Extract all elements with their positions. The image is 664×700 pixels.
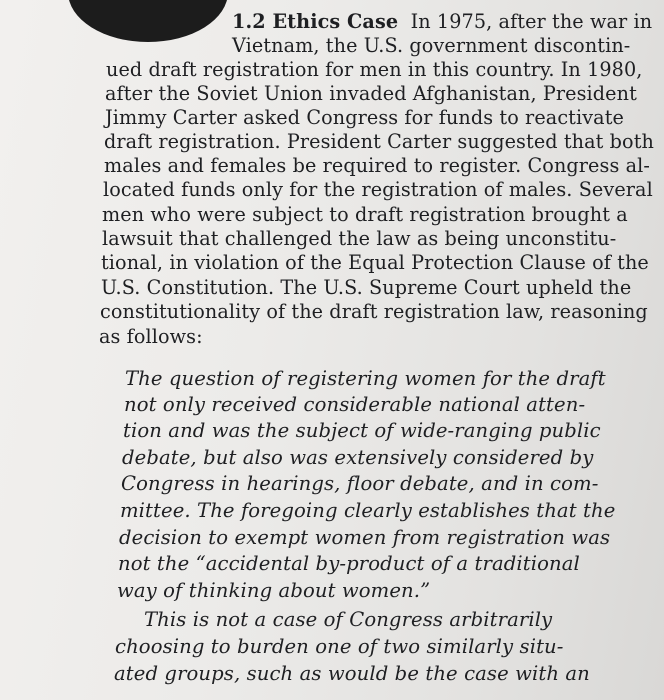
- intro-line-14: as follows:: [99, 325, 203, 348]
- quote-line-5: Congress in hearings, floor debate, and in com-: [121, 472, 599, 495]
- quote-line-7: decision to exempt women from registration was: [119, 526, 611, 549]
- case-label: 1.2 Ethics Case: [232, 10, 399, 33]
- intro-line-9: men who were subject to draft registration brought a: [102, 203, 628, 226]
- quote-line-12: ated groups, such as would be the case with an: [114, 662, 590, 685]
- quote-line-2: not only received considerable national atten-: [124, 393, 586, 416]
- intro-line-5: Jimmy Carter asked Congress for funds to reactivate: [105, 106, 624, 129]
- intro-line-3: ued draft registration for men in this country. In 1980,: [106, 58, 643, 81]
- intro-line-12: U.S. Constitution. The U.S. Supreme Court upheld the: [101, 276, 632, 299]
- quote-line-6: mittee. The foregoing clearly establishes that the: [120, 499, 616, 522]
- intro-line-1: 1.2 Ethics Case In 1975, after the war in: [232, 10, 653, 33]
- quote-line-8: not the “accidental by-product of a traditional: [118, 552, 580, 575]
- quote-line-10: This is not a case of Congress arbitrarily: [144, 608, 553, 631]
- quote-line-3: tion and was the subject of wide-ranging public: [123, 419, 601, 442]
- intro-line-13: constitutionality of the draft registration law, reasoning: [100, 300, 648, 323]
- quote-line-9: way of thinking about women.”: [117, 579, 431, 602]
- intro-line-2: Vietnam, the U.S. government discontin-: [232, 34, 631, 57]
- intro-line-7: males and females be required to register. Congress al-: [104, 154, 650, 177]
- intro-line-8: located funds only for the registration of males. Several: [103, 178, 653, 201]
- quote-line-11: choosing to burden one of two similarly situ-: [115, 635, 564, 658]
- intro-line-6: draft registration. President Carter suggested that both: [104, 130, 654, 153]
- quote-line-4: debate, but also was extensively considered by: [122, 446, 594, 469]
- intro-line-11: tional, in violation of the Equal Protection Clause of the: [101, 251, 649, 274]
- intro-line-10: lawsuit that challenged the law as being unconstitu-: [102, 227, 617, 250]
- quote-line-1: The question of registering women for the draft: [125, 367, 606, 390]
- intro-line-4: after the Soviet Union invaded Afghanistan, President: [105, 82, 637, 105]
